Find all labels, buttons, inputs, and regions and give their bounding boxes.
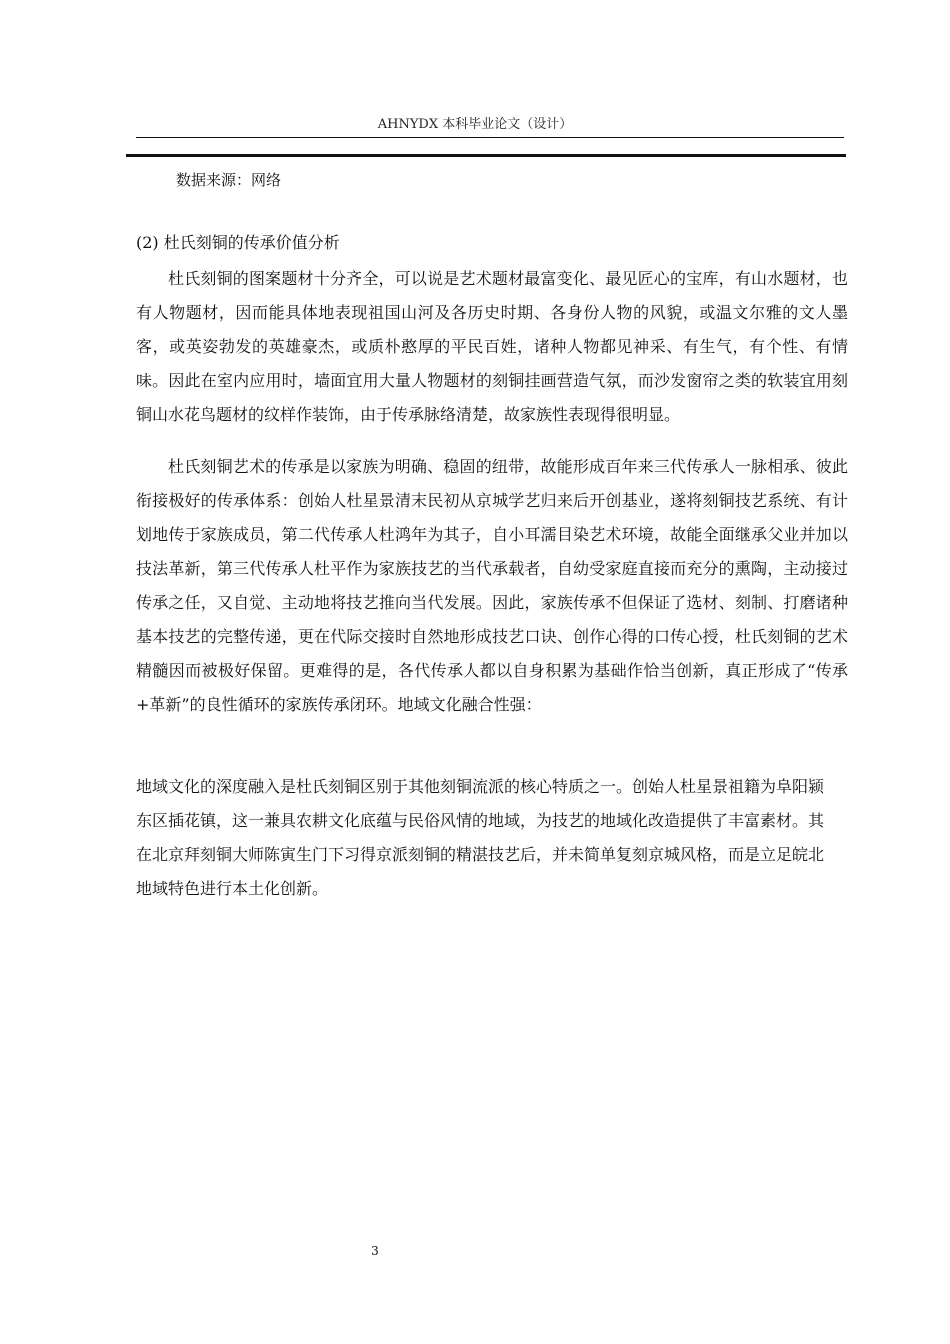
header-rule-thin — [136, 137, 844, 138]
header-rule-thick — [126, 154, 846, 157]
figure-source-note: 数据来源：网络 — [176, 171, 282, 189]
body-paragraph-1: 杜氏刻铜的图案题材十分齐全，可以说是艺术题材最富变化、最见匠心的宝库，有山水题材，也有人物题材，因而能具体地表现祖国山河及各历史时期、各身份人物的风貌，或温文尔雅的文人墨客，或英姿勃发的英雄豪杰，或质朴憨厚的平民百姓，诸种人物都见神采、有生气，有个性、有情味。因此在室内应用时，墙面宜用大量人物题材的刻铜挂画营造气氛，而沙发窗帘之类的软装宜用刻铜山水花鸟题材的纹样作装饰，由于传承脉络清楚，故家族性表现得很明显。 — [136, 269, 848, 424]
body-paragraph-2: 杜氏刻铜艺术的传承是以家族为明确、稳固的纽带，故能形成百年来三代传承人一脉相承、彼此衔接极好的传承体系：创始人杜星景清末民初从京城学艺归来后开创基业，遂将刻铜技艺系统、有计划地传于家族成员，第二代传承人杜鸿年为其子，自小耳濡目染艺术环境，故能全面继承父业并加以技法革新，第三代传承人杜平作为家族技艺的当代承载者，自幼受家庭直接而充分的熏陶，主动接过传承之任，又自觉、主动地将技艺推向当代发展。因此，家族传承不但保证了选材、刻制、打磨诸种基本技艺的完整传递，更在代际交接时自然地形成技艺口诀、创作心得的口传心授，杜氏刻铜的艺术精髓因而被极好保留。更难得的是，各代传承人都以自身积累为基础作恰当创新，真正形成了“传承+革新”的良性循环的家族传承闭环。地域文化融合性强： — [136, 457, 848, 714]
running-header: AHNYDX 本科毕业论文（设计） — [377, 117, 573, 132]
section-heading: (2) 杜氏刻铜的传承价值分析 — [136, 233, 340, 252]
body-paragraph-3: 地域文化的深度融入是杜氏刻铜区别于其他刻铜流派的核心特质之一。创始人杜星景祖籍为阜阳颍东区插花镇，这一兼具农耕文化底蕴与民俗风情的地域，为技艺的地域化改造提供了丰富素材。其在北京拜刻铜大师陈寅生门下习得京派刻铜的精湛技艺后，并未简单复刻京城风格，而是立足皖北地域特色进行本土化创新。 — [136, 777, 825, 898]
page-number: 3 — [371, 1244, 379, 1258]
